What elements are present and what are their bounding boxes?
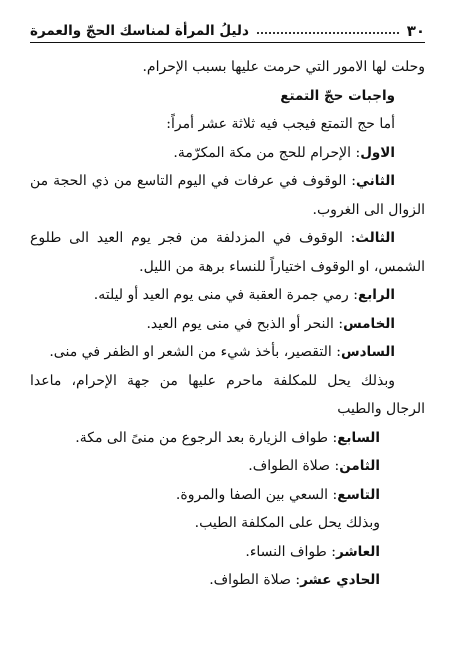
item-label: السادس xyxy=(340,344,395,360)
list-item xyxy=(30,481,425,510)
item-text: : الوقوف في المزدلفة من فجر يوم العيد الى طلوع xyxy=(30,230,356,246)
dotted-leader xyxy=(257,32,399,34)
list-item xyxy=(30,281,425,310)
item-text: : طواف النساء. xyxy=(245,543,336,560)
item-label: السابع xyxy=(337,429,380,446)
text-line: وحلت لها الامور التي حرمت عليها بسبب الإحرام. xyxy=(142,59,425,75)
list-item xyxy=(30,224,425,253)
text-line: وبذلك يحل على المكلفة الطيب. xyxy=(194,515,380,531)
list-item xyxy=(30,338,425,367)
text-line: وبذلك يحل للمكلفة ماحرم عليها من جهة الإحرام، ماعدا xyxy=(30,372,395,389)
item-label: الرابع xyxy=(357,287,395,303)
item-text: : السعي بين الصفا والمروة. xyxy=(175,486,338,503)
item-label: الاول xyxy=(360,144,395,161)
item-label: التاسع xyxy=(337,486,380,503)
text-line: أما حج التمتع فيجب فيه ثلاثة عشر أمراً: xyxy=(166,116,395,132)
item-text: : التقصير، بأخذ شيء من الشعر او الظفر في منى. xyxy=(49,344,341,360)
item-text: : النحر أو الذبح في منى يوم العيد. xyxy=(146,315,344,332)
book-title: دليلُ المرأة لمناسك الحجّ والعمرة xyxy=(30,23,249,39)
item-label: الثامن xyxy=(339,458,380,474)
list-item xyxy=(30,566,425,595)
text-line: الشمس، او الوقوف اختياراً للنساء برهة من الليل. xyxy=(139,258,425,275)
page-body xyxy=(30,53,425,595)
item-text: : الوقوف في عرفات في اليوم التاسع من ذي الحجة من xyxy=(30,173,356,189)
item-label: الثاني xyxy=(355,173,395,189)
item-label: الثالث xyxy=(355,230,395,246)
running-header xyxy=(30,20,425,43)
item-text: : الإحرام للحج من مكة المكرّمة. xyxy=(173,144,361,161)
list-item xyxy=(30,310,425,339)
list-item xyxy=(30,538,425,567)
item-label: الخامس xyxy=(343,315,395,332)
item-label: الحادي عشر xyxy=(300,572,380,588)
text-line: الرجال والطيب xyxy=(337,401,425,417)
list-item xyxy=(30,139,425,168)
text-line: الزوال الى الغروب. xyxy=(312,201,425,218)
item-text: : طواف الزيارة بعد الرجوع من منىً الى مكة. xyxy=(75,429,338,446)
list-item xyxy=(30,167,425,196)
page-number: ٣٠ xyxy=(406,22,425,40)
section-heading: واجبات حجّ التمتع xyxy=(280,87,395,104)
item-label: العاشر xyxy=(335,543,380,560)
item-text: : صلاة الطواف. xyxy=(209,572,301,588)
list-item xyxy=(30,424,425,453)
item-text: : صلاة الطواف. xyxy=(248,458,340,474)
item-text: : رمي جمرة العقبة في منى يوم العيد أو ليلته. xyxy=(93,287,358,303)
list-item xyxy=(30,452,425,481)
